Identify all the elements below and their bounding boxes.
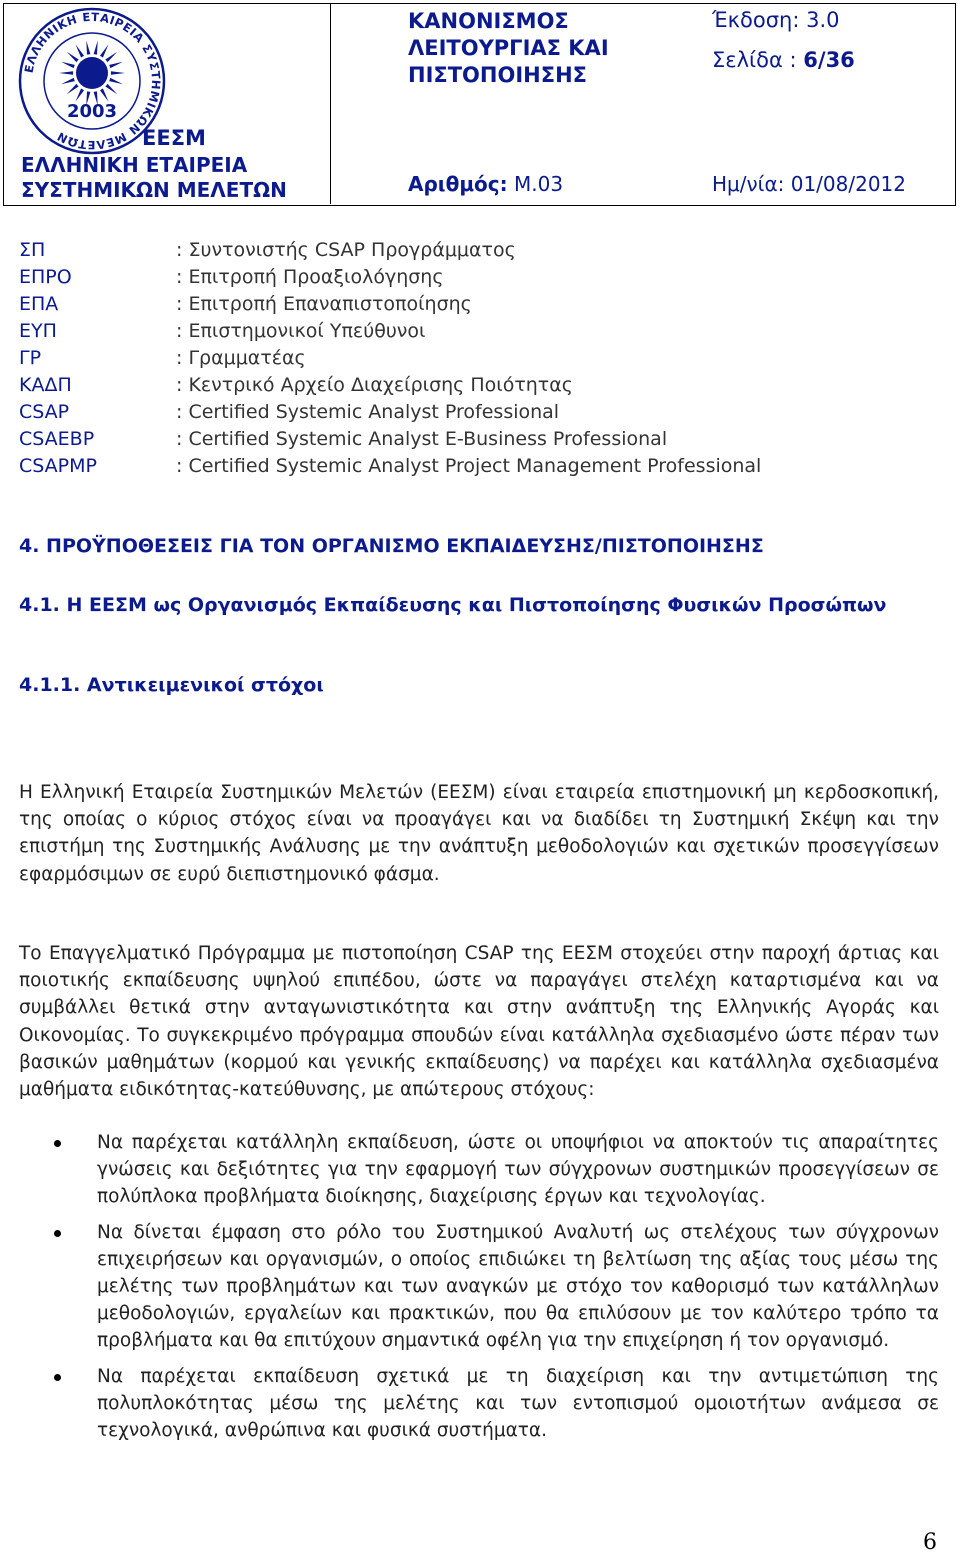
abbreviation-code: ΕΥΠ (19, 320, 57, 342)
abbreviation-definition: : Κεντρικό Αρχείο Διαχείρισης Ποιότητας (176, 374, 573, 396)
abbreviation-row (19, 372, 919, 399)
list-item (19, 1219, 939, 1355)
page-number: 6 (923, 1530, 937, 1555)
sun-ray (100, 44, 109, 57)
abbreviation-row (19, 426, 919, 453)
abbreviation-row (19, 453, 919, 480)
abbreviation-definition: : Γραμματέας (176, 347, 306, 369)
section-heading-4-1-1: 4.1.1. Αντικειμενικοί στόχοι (19, 674, 324, 696)
abbreviation-list (19, 237, 919, 480)
abbreviation-code: ΕΠΡΟ (19, 266, 72, 288)
header-logo-cell (4, 4, 331, 204)
abbreviation-definition: : Certified Systemic Analyst E-Business Professional (176, 428, 668, 450)
abbreviation-code: CSAPMP (19, 455, 97, 477)
abbreviation-code: ΚΑΔΠ (19, 374, 72, 396)
sun-ray (94, 41, 98, 55)
sun-ray (67, 84, 79, 94)
sun-ray (105, 52, 117, 62)
sun-ray (111, 71, 125, 74)
abbreviation-code: ΓΡ (19, 347, 42, 369)
list-item-text: Να παρέχεται εκπαίδευση σχετικά με τη διαχείριση και την αντιμετώπιση της πολυπλοκότητας μέσω της μελέτης και των εντοπισμού ομοιοτήτων ανάμεσα σε τεχνολογικά, ανθρώπινα και φυσικά συστήματα. (97, 1365, 939, 1442)
sun-ray (67, 52, 79, 62)
abbreviation-code: CSAP (19, 401, 70, 423)
abbreviation-row (19, 264, 919, 291)
org-abbreviation: ΕΕΣΜ (142, 126, 206, 150)
bullet-icon (54, 1374, 61, 1381)
list-item (19, 1129, 939, 1211)
sun-ray (100, 89, 109, 102)
abbreviation-code: ΣΠ (19, 239, 46, 261)
abbreviation-code: ΕΠΑ (19, 293, 59, 315)
sun-ray (76, 89, 85, 102)
section-heading-4-1: 4.1. Η ΕΕΣΜ ως Οργανισμός Εκπαίδευσης και Πιστοποίησης Φυσικών Προσώπων (19, 594, 887, 616)
page-indicator: Σελίδα : 6/36 (712, 48, 855, 72)
sun-ray (59, 71, 73, 74)
abbreviation-definition: : Certified Systemic Analyst Project Management Professional (176, 455, 762, 477)
svg-text:2003: 2003 (66, 101, 118, 122)
abbreviation-definition: : Επιστημονικοί Υπεύθυνοι (176, 320, 426, 342)
abbreviation-definition: : Επιτροπή Επαναπιστοποίησης (176, 293, 472, 315)
sun-ray (76, 44, 85, 57)
sun-ray (105, 84, 117, 94)
sun-ray (86, 41, 90, 55)
abbreviation-code: CSAEBP (19, 428, 95, 450)
document-date: Ημ/νία: 01/08/2012 (712, 172, 906, 196)
sun-ray (61, 78, 75, 84)
document-header (3, 3, 956, 206)
sun-ray (109, 62, 123, 68)
objectives-list (19, 1129, 939, 1452)
abbreviation-definition: : Συντονιστής CSAP Προγράμματος (176, 239, 516, 261)
paragraph-program: Το Επαγγελματικό Πρόγραμμα με πιστοποίηση CSAP της ΕΕΣΜ στοχεύει στην παροχή άρτιας και ποιοτικής εκπαίδευσης υψηλού επιπέδου, ώστε να παραγάγει στελέχη καταρτισμένα και να συμβάλλει θετικά στην ανταγωνιστικότητα και στην ανάπτυξη της Ελληνικής Αγοράς και Οικονομίας. Το συγκεκριμένο πρόγραμμα σπουδών είναι κατάλληλα σχεδιασμένο ώστε πέραν των βασικών μαθημάτων (κορμού και γενικής εκπαίδευσης) να παρέχει και κατάλληλα σχεδιασμένα μαθήματα ειδικότητας-κατεύθυνσης, με απώτερους στόχους: (19, 943, 939, 1101)
sun-ray (61, 62, 75, 68)
abbreviation-definition: : Επιτροπή Προαξιολόγησης (176, 266, 444, 288)
paragraph-intro: Η Ελληνική Εταιρεία Συστημικών Μελετών (ΕΕΣΜ) είναι εταιρεία επιστημονική μη κερδοσκοπική, της οποίας ο κύριος στόχος είναι να προαγάγει και να διαδίδει τη Συστημική Σκέψη και την επιστήμη της Συστημικής Ανάλυσης με την ανάπτυξη μεθοδολογιών και σχετικών προσεγγίσεων εφαρμόσιμων σε ευρύ διεπιστημονικό φάσμα. (19, 782, 939, 885)
abbreviation-row (19, 237, 919, 264)
document-edition: Έκδοση: 3.0 (712, 8, 840, 32)
org-name: ΕΛΛΗΝΙΚΗ ΕΤΑΙΡΕΙΑ ΣΥΣΤΗΜΙΚΩΝ ΜΕΛΕΤΩΝ (21, 153, 287, 202)
list-item-text: Να παρέχεται κατάλληλη εκπαίδευση, ώστε οι υποψήφιοι να αποκτούν τις απαραίτητες γνώσεις και δεξιότητες για την εφαρμογή των σύγχρονων συστημικών προσεγγίσεων σε πολύπλοκα προβλήματα διοίκησης, διαχείρισης έργων και τεχνολογίας. (97, 1132, 939, 1208)
list-item (19, 1363, 939, 1445)
abbreviation-definition: : Certified Systemic Analyst Professional (176, 401, 560, 423)
abbreviation-row (19, 318, 919, 345)
abbreviation-row (19, 345, 919, 372)
abbreviation-row (19, 291, 919, 318)
svg-text:ΕΛΛΗΝΙΚΗ ΕΤΑΙΡΕΙΑ ΣΥΣΤΗΜΙΚΩΝ Μ: ΕΛΛΗΝΙΚΗ ΕΤΑΙΡΕΙΑ ΣΥΣΤΗΜΙΚΩΝ ΜΕΛΕΤΩΝ (21, 9, 164, 153)
abbreviation-row (19, 399, 919, 426)
list-item-text: Να δίνεται έμφαση στο ρόλο του Συστημικού Αναλυτή ως στελέχους των σύγχρονων επιχειρήσεων και οργανισμών, ο οποίος επιδιώκει τη βελτίωση της αξίας τους μέσω της μελέτης των προβλημάτων και των αναγκών με στόχο τον καθορισμό των κατάλληλων μεθοδολογιών, εργαλείων και πρακτικών, που θα επιλύσουν με τον καλύτερο τρόπο τα προβλήματα και θα επιτύχουν σημαντικά οφέλη για την επιχείρηση ή τον οργανισμό. (97, 1221, 939, 1352)
bullet-icon (54, 1230, 61, 1237)
bullet-icon (54, 1140, 61, 1147)
document-title: ΚΑΝΟΝΙΣΜΟΣ ΛΕΙΤΟΥΡΓΙΑΣ ΚΑΙ ΠΙΣΤΟΠΟΙΗΣΗΣ (408, 9, 609, 87)
document-number: Αριθμός: Μ.03 (408, 172, 564, 196)
sun-ray (109, 78, 123, 84)
section-heading-4: 4. ΠΡΟΫΠΟΘΕΣΕΙΣ ΓΙΑ ΤΟΝ ΟΡΓΑΝΙΣΜΟ ΕΚΠΑΙΔΕΥΣΗΣ/ΠΙΣΤΟΠΟΙΗΣΗΣ (19, 535, 764, 557)
